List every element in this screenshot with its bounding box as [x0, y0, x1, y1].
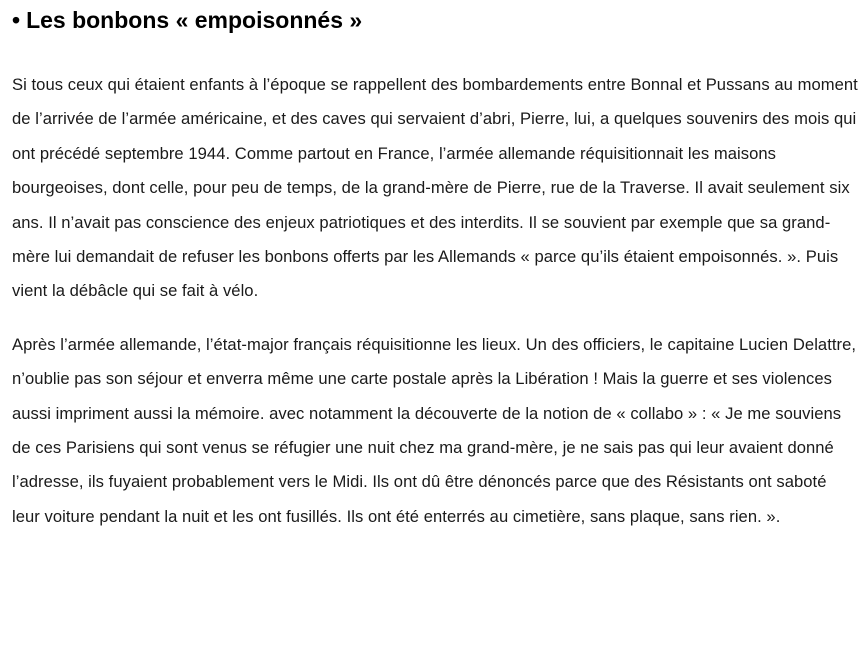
article — [12, 0, 858, 534]
paragraph-1: Si tous ceux qui étaient enfants à l’époque se rappellent des bombardements entre Bonnal et Pussans au moment de l’arrivée de l’armée américaine, et des caves qui servaient d’abri, Pierre, lui, a quelques souvenirs des mois qui ont précédé septembre 1944. Comme partout en France, l’armée allemande réquisitionnait les maisons bourgeoises, dont celle, pour peu de temps, de la grand-mère de Pierre, rue de la Traverse. Il avait seulement six ans. Il n’avait pas conscience des enjeux patriotiques et des interdits. Il se souvient par exemple que sa grand-mère lui demandait de refuser les bonbons offerts par les Allemands « parce qu’ils étaient empoisonnés. ». Puis vient la débâcle qui se fait à vélo. — [12, 75, 858, 301]
bullet-icon: • — [12, 7, 21, 33]
paragraph-2: Après l’armée allemande, l’état-major français réquisitionne les lieux. Un des officiers, le capitaine Lucien Delattre, n’oublie pas son séjour et enverra même une carte postale après la Libération ! Mais la guerre et ses violences aussi impriment aussi la mémoire. avec notamment la découverte de la notion de « collabo » : « Je me souviens de ces Parisiens qui sont venus se réfugier une nuit chez ma grand-mère, je ne sais pas qui leur avaient donné l’adresse, ils fuyaient probablement vers le Midi. Ils ont dû être dénoncés parce que des Résistants ont saboté leur voiture pendant la nuit et les ont fusillés. Ils ont été enterrés au cimetière, sans plaque, sans rien. ». — [12, 334, 857, 526]
section-title: Les bonbons « empoisonnés » — [26, 7, 363, 33]
section-heading — [12, 4, 858, 36]
